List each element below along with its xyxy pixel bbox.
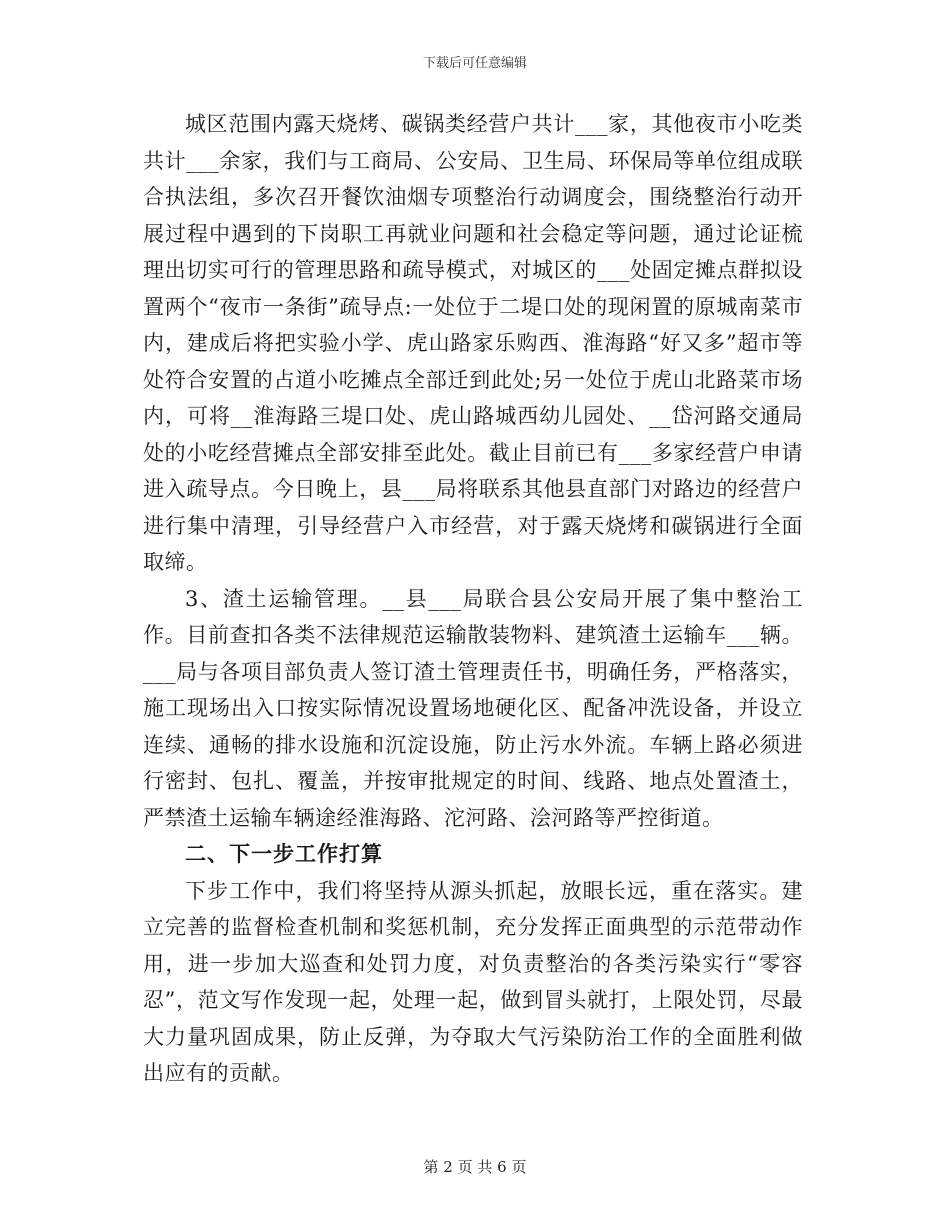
paragraph-next-steps: 下步工作中，我们将坚持从源头抓起，放眼长远，重在落实。建立完善的监督检查机制和奖惩机制，充分发挥正面典型的示范带动作用，进一步加大巡查和处罚力度，对负责整治的各类污染实行“零容忍”，范文写作发现一起，处理一起，做到冒头就打，上限处罚，尽最大力量巩固成果，防止反弹，为夺取大气污染防治工作的全面胜利做出应有的贡献。 (143, 878, 803, 1085)
section-heading-next-steps: 二、下一步工作打算 (185, 841, 383, 866)
page-header: 下载后可任意编辑 (422, 56, 527, 71)
document-body (143, 106, 803, 1092)
page-number: 第 2 页 共 6 页 (423, 1158, 527, 1176)
paragraph-street-food: 城区范围内露天烧烤、碳锅类经营户共计___家，其他夜市小吃类共计___余家，我们与工商局、公安局、卫生局、环保局等单位组成联合执法组，多次召开餐饮油烟专项整治行动调度会，围绕整治行动开展过程中遇到的下岗职工再就业问题和社会稳定等问题，通过论证梳理出切实可行的管理思路和疏导模式，对城区的___处固定摊点群拟设置两个“夜市一条街”疏导点:一处位于二堤口处的现闲置的原城南菜市内，建成后将把实验小学、虎山路家乐购西、淮海路“好又多”超市等处符合安置的占道小吃摊点全部迁到此处;另一处位于虎山北路菜市场内，可将__淮海路三堤口处、虎山路城西幼儿园处、__岱河路交通局处的小吃经营摊点全部安排至此处。截止目前已有___多家经营户申请进入疏导点。今日晚上，县___局将联系其他县直部门对路边的经营户进行集中清理，引导经营户入市经营，对于露天烧烤和碳锅进行全面取缔。 (143, 112, 803, 574)
paragraph-muck-transport: 3、渣土运输管理。__县___局联合县公安局开展了集中整治工作。目前查扣各类不法律规范运输散装物料、建筑渣土运输车___辆。___局与各项目部负责人签订渣土管理责任书，明确任务，严格落实，施工现场出入口按实际情况设置场地硬化区、配备冲洗设备，并设立连续、通畅的排水设施和沉淀设施，防止污水外流。车辆上路必须进行密封、包扎、覆盖，并按审批规定的时间、线路、地点处置渣土，严禁渣土运输车辆途经淮海路、沱河路、浍河路等严控街道。 (143, 586, 803, 830)
